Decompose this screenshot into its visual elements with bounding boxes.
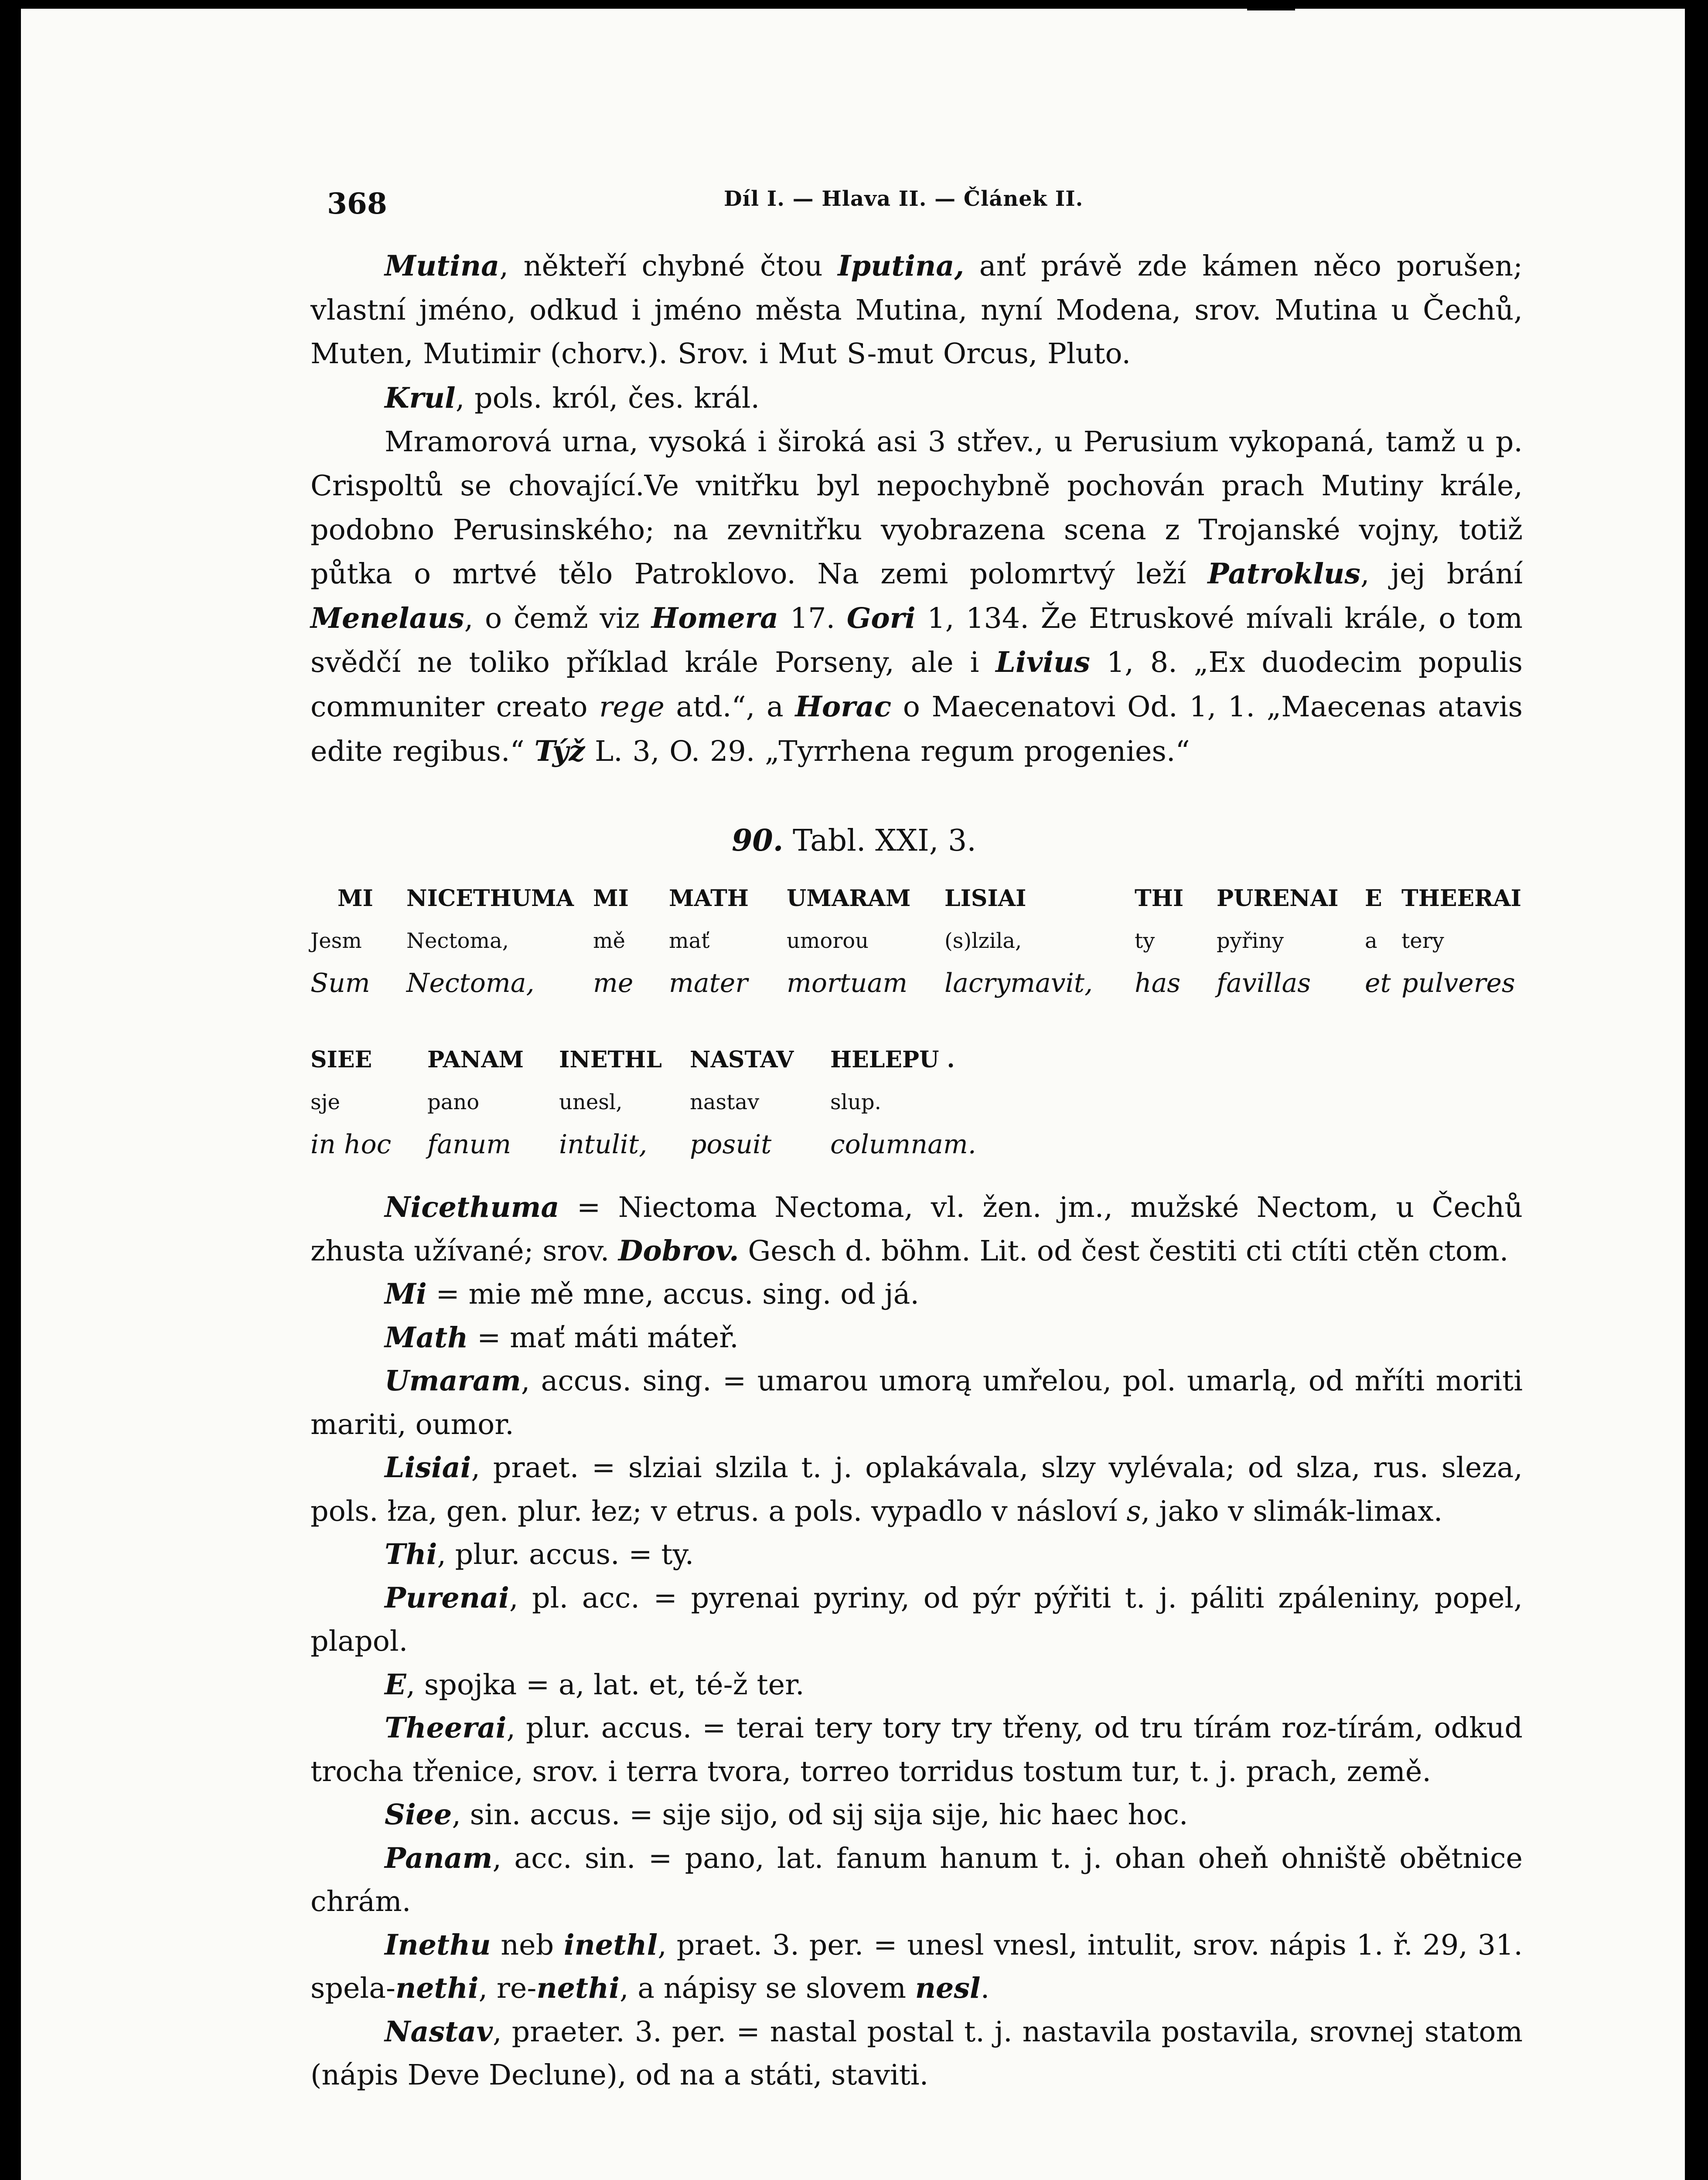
glossary-entry: Nastav, praeter. 3. per. = nastal postal t. j. nastavila postavila, srovnej statom (nápis Deve Declune), od na a státi, staviti. [310, 2015, 1523, 2091]
glossary-entry: Thi, plur. accus. = ty. [385, 1538, 694, 1571]
glossary-entry: Umaram, accus. sing. = umarou umorą umřelou, pol. umarlą, od mříti moriti mariti, oumor. [310, 1364, 1523, 1441]
main-text [310, 244, 1523, 773]
page: 368 Díl I. — Hlava II. — Článek II. Mutina, někteří chybné čtou Iputina, anť právě zde kámen něco porušen; vlastní jméno, odkud i jméno města Mutina, nyní Modena, srov. Mutina u Čechů, Muten, Mutimir (chorv.). Srov. i Mut S-mut Orcus, Pluto. Krul, pols. król, čes. král. Mramorová urna, vysoká i široká asi 3 střev., u Perusium vykopaná, tamž u p. Crispoltů se chovající.Ve vnitřku byl nepochybně pochován prach Mutiny krále, podobno Perusinského; na zevnitřku vyobrazena scena z Trojanské vojny, totiž půtka o mrtvé tělo Patroklovo. Na zemi polomrtvý leží Patroklus, jej brání Menelaus, o čemž viz Homera 17. Gori 1, 134. Že Etruskové mívali krále, o tom svědčí ne toliko příklad krále Porseny, ale i Livius 1, 8. „Ex duodecim populis communiter creato rege atd.“, a Horac o Maecenatovi Od. 1, 1. „Maecenas atavis edite regibus.“ Týž L. 3, O. 29. „Tyrrhena regum progenies.“ 90. Tabl. XXI, 3. MI NICETHUMA MI MATH UMARAM LISIAI THI PURENAI E THEERAI Jesm Nectoma, mě mať umorou (s)lzila, ty pyřiny a tery Sum Nectoma, me mater mortuam lacrymavit, has favillas et pulveres SIEE PANAM INETHL NASTAV HELEPU . sje pano unesl, nastav slup. in hoc fanum intulit, posuit columnam. Nicethuma = Niectoma Nectoma, vl. žen. jm., mužské Nectom, u Čechů zhusta užívané; srov. Dobrov. Gesch d. böhm. Lit. od čest čestiti cti ctíti ctěn ctom. Mi = mie mě mne, accus. sing. od já. Math = mať máti máteř. Umaram, accus. sing. = umarou umorą umřelou, pol. umarlą, od mříti moriti mariti, oumor. Lisiai, praet. = slziai slzila t. j. oplakávala, slzy vylévala; od slza, rus. sleza, pols. łza, gen. plur. łez; v etrus. a pols. vypadlo v násloví s, jako v slimák-limax. Thi, plur. accus. = ty. Purenai, pl. acc. = pyrenai pyriny, od pýr pýřiti t. j. páliti zpáleniny, popel, plapol. E, spojka = a, lat. et, té-ž ter. Theerai, plur. accus. = terai tery tory try třeny, od tru tírám roz-tírám, odkud trocha třenice, srov. i terra tvora, torreo torridus tostum tur, t. j. prach, země. Siee, sin. accus. = sije sijo, od sij sija sije, hic haec hoc. Panam, acc. sin. = pano, lat. fanum hanum t. j. ohan oheň ohniště obětnice chrám. Inethu neb inethl, praet. 3. per. = unesl vnesl, intulit, srov. nápis 1. ř. 29, 31. spela-nethi, re-nethi, a nápisy se slovem nesl. Nastav, praeter. 3. per. = nastal postal t. j. nastavila postavila, srovnej statom (nápis Deve Declune), od na a státi, staviti. [0, 0, 1708, 2180]
glossary [310, 1186, 1523, 2097]
glossary-entry: Theerai, plur. accus. = terai tery tory try třeny, od tru tírám roz-tírám, odkud trocha třenice, srov. i terra tvora, torreo torridus tostum tur, t. j. prach, země. [310, 1711, 1523, 1788]
paragraph-urna: Mramorová urna, vysoká i široká asi 3 střev., u Perusium vykopaná, tamž u p. Crispoltů se chovající.Ve vnitřku byl nepochybně pochován prach Mutiny krále, podobno Perusinského; na zevnitřku vyobrazena scena z Trojanské vojny, totiž půtka o mrtvé tělo Patroklovo. Na zemi polomrtvý leží Patroklus, jej brání Menelaus, o čemž viz Homera 17. Gori 1, 134. Že Etruskové mívali krále, o tom svědčí ne toliko příklad krále Porseny, ale i Livius 1, 8. „Ex duodecim populis communiter creato rege atd.“, a Horac o Maecenatovi Od. 1, 1. „Maecenas atavis edite regibus.“ Týž L. 3, O. 29. „Tyrrhena regum progenies.“ [310, 426, 1523, 768]
paragraph-mutina: Mutina, někteří chybné čtou Iputina, anť právě zde kámen něco porušen; vlastní jméno, odkud i jméno města Mutina, nyní Modena, srov. Mutina u Čechů, Muten, Mutimir (chorv.). Srov. i Mut S-mut Orcus, Pluto. [310, 249, 1523, 371]
paragraph-krul: Krul, pols. król, čes. král. [385, 381, 760, 415]
running-head: Díl I. — Hlava II. — Článek II. [724, 187, 1084, 211]
glossary-entry: Inethu neb inethl, praet. 3. per. = unesl vnesl, intulit, srov. nápis 1. ř. 29, 31. spela-nethi, re-nethi, a nápisy se slovem nesl. [310, 1928, 1523, 2005]
glossary-entry: Math = mať máti máteř. [385, 1321, 739, 1354]
glossary-entry: Lisiai, praet. = slziai slzila t. j. oplakávala, slzy vylévala; od slza, rus. sleza, pols. łza, gen. plur. łez; v etrus. a pols. vypadlo v násloví s, jako v slimák-limax. [310, 1451, 1523, 1528]
glossary-entry: Mi = mie mě mne, accus. sing. od já. [385, 1277, 920, 1311]
page-number: 368 [327, 187, 387, 221]
glossary-entry: E, spojka = a, lat. et, té-ž ter. [385, 1668, 805, 1701]
glossary-entry: Siee, sin. accus. = sije sijo, od sij sija sije, hic haec hoc. [385, 1798, 1188, 1831]
scan-edge-mark [1247, 8, 1295, 10]
section-title: 90. Tabl. XXI, 3. [732, 823, 976, 858]
glossary-entry: Purenai, pl. acc. = pyrenai pyriny, od pýr pýřiti t. j. páliti zpáleniny, popel, plapol. [310, 1581, 1523, 1658]
glossary-entry: Panam, acc. sin. = pano, lat. fanum hanum t. j. ohan oheň ohniště obětnice chrám. [310, 1841, 1523, 1918]
glossary-entry: Nicethuma = Niectoma Nectoma, vl. žen. jm., mužské Nectom, u Čechů zhusta užívané; srov. Dobrov. Gesch d. böhm. Lit. od čest čestiti cti ctíti ctěn ctom. [310, 1191, 1523, 1267]
